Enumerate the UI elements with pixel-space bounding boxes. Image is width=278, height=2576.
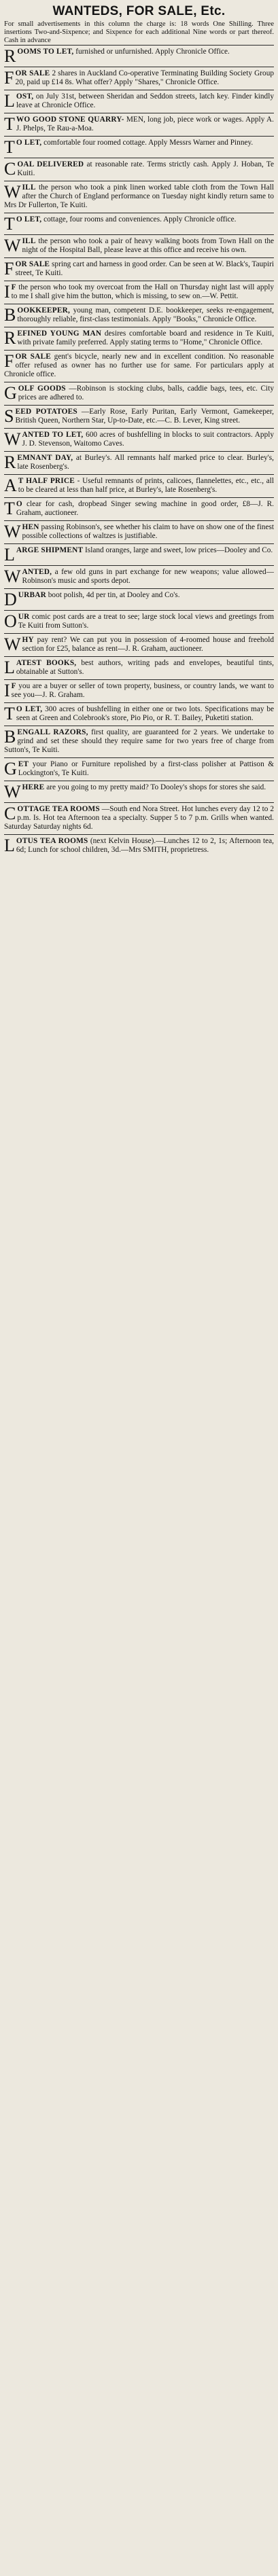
classifieds-column — [4, 0, 274, 857]
drop-cap: R — [4, 452, 16, 472]
drop-cap: C — [4, 159, 16, 179]
drop-cap: W — [4, 567, 21, 586]
drop-cap: L — [4, 91, 15, 111]
classified-ad — [4, 304, 274, 327]
ad-body: furnished or unfurnished. Apply Chronicle Office. — [75, 48, 230, 56]
ad-body: 600 acres of bushfelling in blocks to suit contractors. Apply J. D. Stevenson, Waitomo Caves. — [22, 431, 274, 448]
ad-lead: OLF GOODS — [18, 384, 66, 393]
ad-body: pay rent? We can put you in possession of 4-roomed house and freehold section for £25, balance as rent—J. R. Graham, auctioneer. — [22, 636, 274, 653]
ad-lead: OAL DELIVERED — [17, 160, 84, 168]
ad-body: your Piano or Furniture repolished by a first-class polisher at Pattison & Lockington's, Te Kuiti. — [18, 760, 274, 777]
ad-lead: HERE — [22, 783, 45, 791]
drop-cap: W — [4, 182, 21, 202]
classified-ad — [4, 405, 274, 428]
ad-body: a few old guns in part exchange for new weapons; value allowed—Robinson's music and sports depot. — [22, 568, 274, 585]
ad-body: MEN, long job, piece work or wages. Apply A. J. Phelps, Te Rau-a-Moa. — [16, 115, 274, 132]
ad-lead: OR SALE — [15, 260, 50, 268]
ad-lead: O LET, — [16, 139, 42, 147]
classified-ad — [4, 67, 274, 90]
classified-ad — [4, 350, 274, 382]
classified-ad — [4, 234, 274, 257]
classified-ad — [4, 543, 274, 565]
ad-body: best authors, writing pads and envelopes, beautiful tints, obtainable at Sutton's. — [16, 659, 274, 676]
drop-cap: O — [4, 611, 17, 631]
ad-lead: UR — [18, 613, 30, 621]
classified-ad — [4, 90, 274, 113]
classified-ad — [4, 679, 274, 702]
ad-lead: OTTAGE TEA ROOMS — [17, 805, 100, 813]
drop-cap: W — [4, 236, 21, 255]
classified-ad — [4, 428, 274, 451]
column-title: WANTEDS, FOR SALE, Etc. — [52, 4, 226, 18]
drop-cap: R — [4, 46, 16, 66]
drop-cap: G — [4, 759, 17, 779]
ad-body: desires comfortable board and residence in Te Kuiti, with private family preferred. Apply stating terms to "Home," Chronicle Office. — [17, 329, 274, 346]
ad-lead: ENGALL RAZORS, — [17, 728, 88, 736]
drop-cap: W — [4, 429, 21, 449]
ad-body: the person who took a pair of heavy walking boots from Town Hall on the night of the Hospital Ball, please leave at this office and receive his own. — [22, 237, 274, 254]
ad-lead: OOMS TO LET, — [17, 48, 74, 56]
ad-lead: ATEST BOOKS, — [16, 659, 77, 667]
drop-cap: W — [4, 634, 21, 654]
ad-body: clear for cash, dropbead Singer sewing machine in good order, £8—J. R. Graham, auctioneer. — [16, 500, 274, 517]
classified-ad — [4, 474, 274, 497]
ad-lead: OR SALE — [15, 353, 51, 361]
ad-body: comfortable four roomed cottage. Apply Messrs Warner and Pinney. — [44, 139, 254, 147]
drop-cap: S — [4, 406, 14, 426]
classified-ad — [4, 181, 274, 213]
drop-cap: I — [4, 282, 10, 302]
ad-body: passing Robinson's, see whether his claim to have on show one of the finest possible collections of waltzes is justifiable. — [22, 523, 274, 540]
ad-body: comic post cards are a treat to see; large stock local views and greetings from Te Kuiti from Sutton's. — [18, 613, 274, 630]
ad-lead: WO GOOD STONE QUARRY- — [16, 115, 124, 124]
ad-body: are you going to my pretty maid? To Dooley's shops for stores she said. — [46, 783, 266, 791]
drop-cap: A — [4, 476, 17, 495]
drop-cap: L — [4, 545, 15, 565]
ad-lead: OR SALE — [15, 69, 50, 77]
ad-lead: ANTED, — [22, 568, 52, 576]
ad-body: 2 shares in Auckland Co-operative Terminating Building Society Group 20, paid up £14 8s. What offer? Apply "Shares," Chronicle Office. — [15, 69, 274, 86]
ad-lead: EFINED YOUNG MAN — [17, 329, 102, 338]
classified-ad — [4, 257, 274, 281]
ad-lead: OST, — [16, 92, 34, 101]
classified-ad — [4, 610, 274, 633]
ad-body: at Burley's. All remnants half marked price to clear. Burley's, late Rosenberg's. — [17, 454, 274, 471]
classified-ad — [4, 802, 274, 834]
classified-ad — [4, 497, 274, 520]
ad-lead: EMNANT DAY, — [17, 454, 73, 462]
ad-body: - Useful remnants of prints, calicoes, flannelettes, etc., etc., all to be cleared at less than half price, at Burley's, late Rosenberg's. — [18, 477, 274, 494]
ad-body: gent's bicycle, nearly new and in excellent condition. No reasonable offer refused as owner has no further use for same. For particulars apply at Chronicle office. — [4, 353, 274, 378]
drop-cap: F — [4, 259, 14, 279]
drop-cap: B — [4, 727, 16, 747]
ad-lead: ILL — [22, 237, 36, 245]
classified-ad — [4, 565, 274, 588]
drop-cap: C — [4, 804, 16, 823]
ad-lead: ILL — [22, 183, 36, 192]
ad-body: first quality, are guaranteed for 2 years. We undertake to grind and set these should they require same for two years free of charge from Sutton's, Te Kuiti. — [4, 728, 274, 754]
ad-lead: ET — [18, 760, 29, 768]
ad-lead: EED POTATOES — [15, 408, 77, 416]
classified-ad — [4, 327, 274, 350]
ad-lead: HY — [22, 636, 34, 644]
ad-body: cottage, four rooms and conveniences. Apply Chronicle office. — [44, 215, 237, 223]
ad-lead: OTUS TEA ROOMS — [16, 837, 88, 845]
ad-body: on July 31st, between Sheridan and Seddon streets, latch key. Finder kindly leave at Chronicle Office. — [16, 92, 274, 109]
ad-lead: ARGE SHIPMENT — [16, 546, 84, 554]
classified-ad — [4, 702, 274, 726]
classified-ad — [4, 520, 274, 543]
ad-body: the person who took a pink linen worked table cloth from the Town Hall after the Church of England performance on Tuesday night kindly return same to Mrs Dr Fullerton, Te Kuiti. — [4, 183, 274, 209]
ad-body: (next Kelvin House).—Lunches 12 to 2, 1s; Afternoon tea, 6d; Lunch for school children, 3d.—Mrs SMITH, proprietress. — [16, 837, 274, 854]
drop-cap: T — [4, 137, 15, 157]
ad-body: young man, competent D.E. bookkeeper, seeks re-engagement, thoroughly reliable, first-class testimonials. Apply "Books," Chronicle Office. — [17, 306, 274, 323]
drop-cap: L — [4, 836, 15, 855]
classified-ad — [4, 158, 274, 181]
ad-lead: O LET, — [16, 215, 42, 223]
ad-body: boot polish, 4d per tin, at Dooley and Co's. — [48, 591, 180, 599]
drop-cap: T — [4, 114, 15, 134]
column-intro: For small advertisements in this column the charge is: 18 words One Shilling. Three insertions Two-and-Sixpence; and Sixpence for each additional Nine words or part thereof. Cash in advance — [4, 20, 274, 44]
drop-cap: L — [4, 658, 15, 677]
ad-body: Island oranges, large and sweet, low prices—Dooley and Co. — [85, 546, 273, 554]
ads-list — [4, 45, 274, 857]
ad-lead: F — [11, 283, 16, 291]
ad-body: at reasonable rate. Terms strictly cash. Apply J. Hoban, Te Kuiti. — [17, 160, 274, 177]
ad-lead: F — [11, 682, 16, 690]
ad-body: —Early Rose, Early Puritan, Early Vermont, Gamekeeper, British Queen, Northern Star, Up-to-Date, etc.—C. B. Lever, King street. — [15, 408, 274, 425]
drop-cap: D — [4, 590, 17, 609]
drop-cap: W — [4, 782, 21, 802]
ad-lead: ANTED TO LET, — [22, 431, 84, 439]
ad-body: —South end Nora Street. Hot lunches every day 12 to 2 p.m. Is. Hot tea Afternoon tea a specialty. Supper 5 to 7 p.m. Grills when wanted. Saturday Saturday nights 6d. — [4, 805, 274, 831]
ad-lead: URBAR — [18, 591, 46, 599]
classified-ad — [4, 633, 274, 656]
drop-cap: T — [4, 704, 15, 723]
classified-ad — [4, 136, 274, 158]
drop-cap: I — [4, 681, 10, 700]
ad-lead: O LET, — [16, 705, 43, 713]
ad-lead: HEN — [22, 523, 39, 531]
classified-ad — [4, 781, 274, 802]
classified-ad — [4, 588, 274, 610]
drop-cap: G — [4, 383, 17, 403]
classified-ad — [4, 451, 274, 474]
drop-cap: R — [4, 328, 16, 348]
classified-ad — [4, 656, 274, 679]
drop-cap: B — [4, 305, 16, 325]
classified-ad — [4, 757, 274, 781]
drop-cap: W — [4, 522, 21, 541]
ad-body: you are a buyer or seller of town property, business, or country lands, we want to see you—J. R. Graham. — [11, 682, 274, 699]
classified-ad — [4, 382, 274, 405]
ad-body: the person who took my overcoat from the Hall on Thursday night last will apply to me I shall give him the button, which is missing, to sew on.—W. Pettit. — [11, 283, 274, 300]
ad-lead: OOKKEEPER, — [17, 306, 70, 315]
classified-ad — [4, 726, 274, 757]
ad-body: —Robinson is stocking clubs, balls, caddie bags, tees, etc. City prices are adhered to. — [18, 384, 274, 401]
ad-lead: T HALF PRICE — [18, 477, 75, 485]
classified-ad — [4, 213, 274, 234]
drop-cap: T — [4, 214, 15, 234]
classified-ad — [4, 834, 274, 857]
classified-ad — [4, 45, 274, 67]
classified-ad — [4, 113, 274, 136]
ad-lead: O — [16, 500, 22, 508]
drop-cap: F — [4, 68, 14, 88]
classified-ad — [4, 281, 274, 304]
drop-cap: T — [4, 499, 15, 518]
drop-cap: F — [4, 351, 14, 371]
ad-body: 300 acres of bushfelling in either one or two lots. Specifications may be seen at Green and Colebrook's store, Pio Pio, or R. T. Bailey, Puketiti station. — [16, 705, 274, 722]
ad-body: spring cart and harness in good order. Can be seen at W. Black's, Taupiri street, Te Kuiti. — [15, 260, 274, 277]
